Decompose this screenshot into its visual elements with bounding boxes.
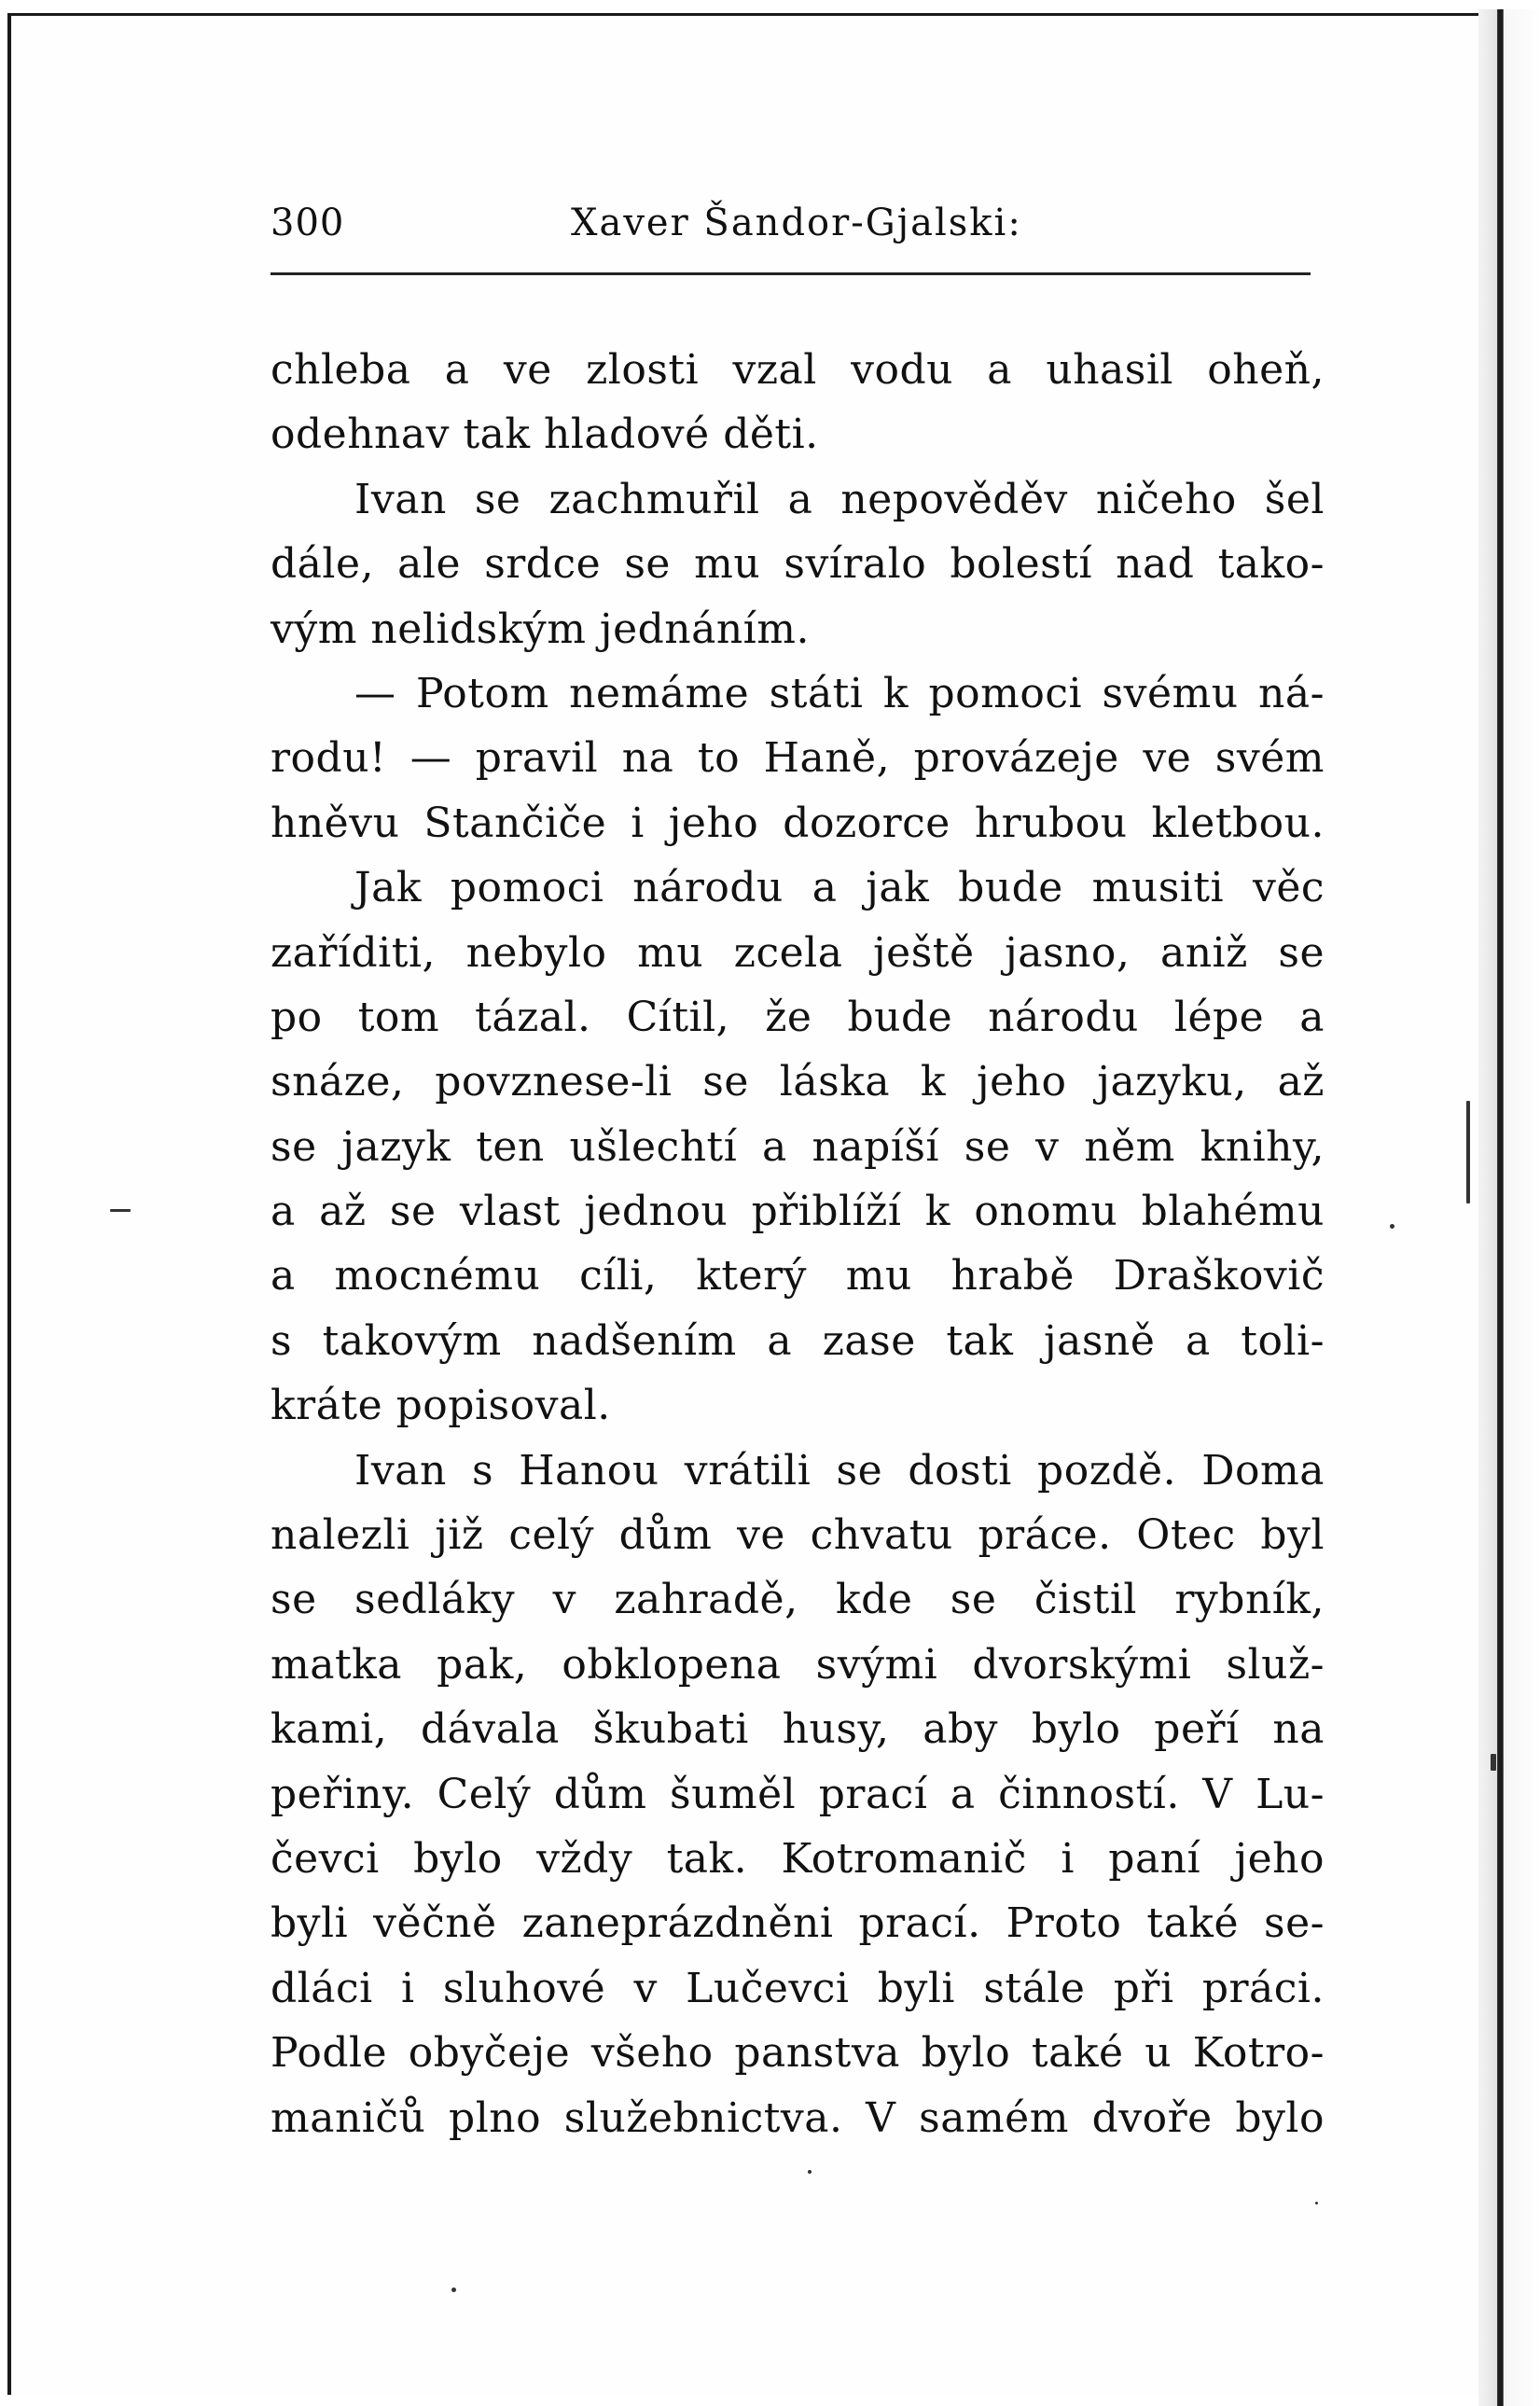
- page-number: 300: [271, 202, 345, 244]
- running-head: Xaver Šandor-Gjalski:: [571, 202, 1022, 244]
- scan-speck: [451, 2288, 456, 2292]
- text-line: s takovým nadšením a zase tak jasně a toli-: [271, 1316, 1325, 1365]
- text-line: kami, dávala škubati husy, aby bylo peří na: [271, 1705, 1325, 1754]
- header-rule: [271, 272, 1311, 275]
- text-line: Podle obyčeje všeho panstva bylo také u Kotro-: [271, 2029, 1325, 2078]
- text-line: zaříditi, nebylo mu zcela ještě jasno, aniž se: [271, 928, 1325, 977]
- text-line: hněvu Stančiče i jeho dozorce hrubou kletbou.: [271, 799, 1325, 847]
- text-line: dále, ale srdce se mu svíralo bolestí nad tako-: [271, 540, 1325, 589]
- text-line: a až se vlast jednou přiblíží k onomu blahému: [271, 1188, 1325, 1236]
- text-line: odehnav tak hladové děti.: [271, 410, 819, 459]
- text-line: matka pak, obklopena svými dvorskými služ-: [271, 1640, 1325, 1689]
- text-line: a mocnému cíli, který mu hrabě Draškovič: [271, 1252, 1325, 1300]
- scan-speck: [1315, 2202, 1318, 2204]
- page-header: [271, 202, 1311, 257]
- text-line: Jak pomoci národu a jak bude musiti věc: [354, 864, 1325, 912]
- text-line: se sedláky v zahradě, kde se čistil rybník,: [271, 1576, 1325, 1624]
- text-line: po tom tázal. Cítil, že bude národu lépe a: [271, 993, 1325, 1041]
- text-line: Ivan se zachmuřil a nepověděv ničeho šel: [354, 475, 1325, 523]
- scan-speck: [1491, 1754, 1496, 1771]
- text-line: vým nelidským jednáním.: [271, 605, 810, 653]
- text-line: — Potom nemáme státi k pomoci svému ná-: [354, 669, 1325, 717]
- scan-speck: [1466, 1101, 1470, 1203]
- scan-speck: [808, 2170, 812, 2174]
- text-line: snáze, povznese-li se láska k jeho jazyku, až: [271, 1058, 1325, 1106]
- book-spine-edge: [1478, 9, 1540, 2406]
- text-line: maničů plno služebnictva. V samém dvoře bylo: [271, 2093, 1325, 2142]
- text-line: nalezli již celý dům ve chvatu práce. Otec byl: [271, 1511, 1325, 1560]
- scan-speck: [110, 1209, 131, 1212]
- text-line: kráte popisoval.: [271, 1382, 611, 1430]
- text-line: čevci bylo vždy tak. Kotromanič i paní jeho: [271, 1834, 1325, 1883]
- text-line: dláci i sluhové v Lučevci byli stále při práci.: [271, 1964, 1325, 2012]
- text-line: se jazyk ten ušlechtí a napíší se v něm knihy,: [271, 1122, 1325, 1171]
- scan-speck: [1390, 1224, 1394, 1229]
- text-line: peřiny. Celý dům šuměl prací a činností. V Lu-: [271, 1770, 1325, 1818]
- text-line: byli věčně zaneprázdněni prací. Proto také se-: [271, 1899, 1325, 1948]
- text-line: chleba a ve zlosti vzal vodu a uhasil oheň,: [271, 346, 1325, 394]
- text-body: [271, 338, 1325, 2150]
- text-line: rodu! — pravil na to Haně, provázeje ve svém: [271, 734, 1325, 783]
- text-line: Ivan s Hanou vrátili se dosti pozdě. Doma: [354, 1446, 1325, 1495]
